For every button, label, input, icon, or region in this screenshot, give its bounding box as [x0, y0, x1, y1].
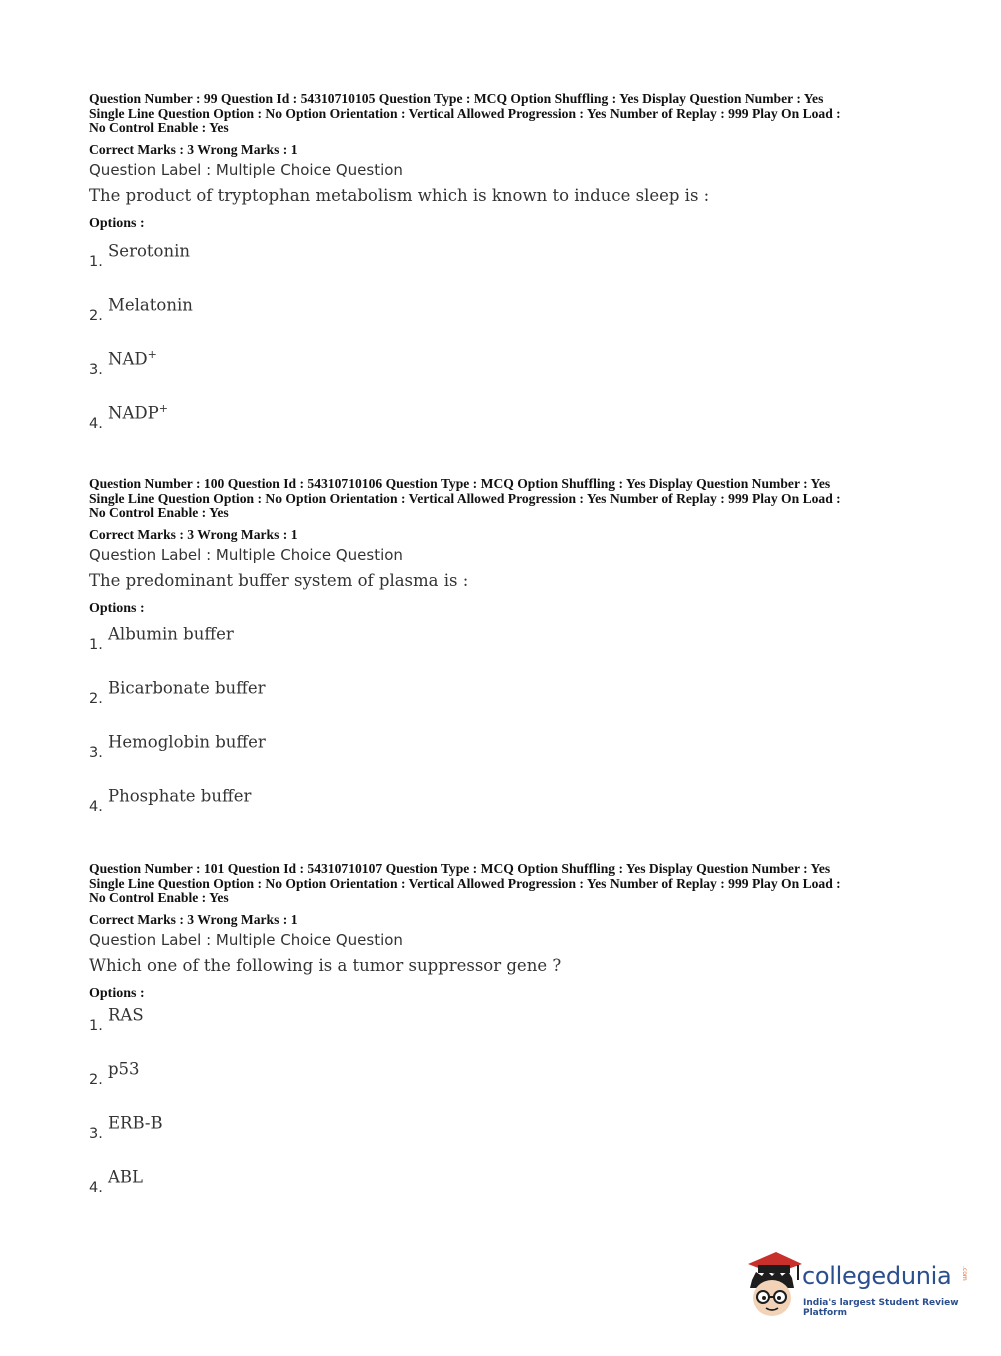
- option-number: 3.: [89, 744, 103, 761]
- option-item[interactable]: [89, 1112, 909, 1166]
- options-heading: Options :: [89, 600, 145, 616]
- logo-wordmark: collegedunia: [802, 1262, 952, 1290]
- option-item[interactable]: [89, 348, 909, 402]
- option-number: 3.: [89, 1125, 103, 1142]
- options-heading: Options :: [89, 985, 145, 1001]
- option-text: RAS: [108, 1005, 144, 1024]
- option-number: 2.: [89, 1071, 103, 1088]
- option-item[interactable]: [89, 731, 909, 785]
- question-label: Question Label : Multiple Choice Question: [89, 160, 403, 179]
- option-number: 4.: [89, 798, 103, 815]
- question-block-101: [89, 862, 909, 1220]
- question-text: Which one of the following is a tumor suppressor gene ?: [89, 955, 562, 975]
- option-number: 3.: [89, 361, 103, 378]
- question-text: The predominant buffer system of plasma is :: [89, 570, 469, 590]
- options-list: [89, 1004, 909, 1220]
- option-number: 4.: [89, 415, 103, 432]
- question-marks: Correct Marks : 3 Wrong Marks : 1: [89, 141, 298, 157]
- options-list: [89, 623, 909, 839]
- question-meta-line: No Control Enable : Yes: [89, 505, 229, 520]
- question-marks: Correct Marks : 3 Wrong Marks : 1: [89, 526, 298, 542]
- option-item[interactable]: [89, 677, 909, 731]
- option-text: ERB-B: [108, 1113, 163, 1132]
- option-item[interactable]: [89, 1166, 909, 1220]
- option-text: ABL: [108, 1167, 143, 1186]
- question-meta-line: Question Number : 101 Question Id : 54310710107 Question Type : MCQ Option Shuffling : Yes Display Question Number : Yes: [89, 861, 831, 876]
- option-item[interactable]: [89, 402, 909, 456]
- option-item[interactable]: [89, 240, 909, 294]
- options-heading: Options :: [89, 215, 145, 231]
- question-block-100: [89, 477, 909, 839]
- option-text: Hemoglobin buffer: [108, 732, 266, 751]
- option-text: Melatonin: [108, 295, 193, 314]
- option-item[interactable]: [89, 1058, 909, 1112]
- option-number: 1.: [89, 636, 103, 653]
- option-text: Serotonin: [108, 241, 190, 260]
- option-text: Bicarbonate buffer: [108, 678, 266, 697]
- question-label: Question Label : Multiple Choice Question: [89, 930, 403, 949]
- option-number: 1.: [89, 1017, 103, 1034]
- option-text: Phosphate buffer: [108, 786, 252, 805]
- option-text: Albumin buffer: [108, 624, 234, 643]
- option-text: NAD+: [108, 347, 157, 368]
- collegedunia-logo[interactable]: [742, 1248, 972, 1320]
- question-marks: Correct Marks : 3 Wrong Marks : 1: [89, 911, 298, 927]
- question-meta-line: Single Line Question Option : No Option Orientation : Vertical Allowed Progression : Yes Number of Replay : 999 Play On Load :: [89, 490, 841, 506]
- question-block-99: [89, 92, 909, 456]
- graduate-mascot-icon: [742, 1248, 804, 1320]
- question-meta-line: Single Line Question Option : No Option Orientation : Vertical Allowed Progression : Yes Number of Replay : 999 Play On Load :: [89, 875, 841, 891]
- option-text: p53: [108, 1059, 140, 1078]
- option-item[interactable]: [89, 1004, 909, 1058]
- option-number: 2.: [89, 690, 103, 707]
- option-number: 2.: [89, 307, 103, 324]
- option-number: 4.: [89, 1179, 103, 1196]
- question-meta-line: Question Number : 99 Question Id : 54310710105 Question Type : MCQ Option Shuffling : Yes Display Question Number : Yes: [89, 91, 824, 106]
- logo-tagline: India's largest Student Review Platform: [803, 1298, 959, 1318]
- option-text: NADP+: [108, 401, 168, 422]
- question-meta-line: Question Number : 100 Question Id : 54310710106 Question Type : MCQ Option Shuffling : Yes Display Question Number : Yes: [89, 476, 831, 491]
- question-meta-line: Single Line Question Option : No Option Orientation : Vertical Allowed Progression : Yes Number of Replay : 999 Play On Load :: [89, 105, 841, 121]
- question-text: The product of tryptophan metabolism which is known to induce sleep is :: [89, 185, 710, 205]
- option-number: 1.: [89, 253, 103, 270]
- option-item[interactable]: [89, 294, 909, 348]
- logo-domain-suffix: .com: [961, 1266, 968, 1281]
- option-item[interactable]: [89, 785, 909, 839]
- options-list: [89, 240, 909, 456]
- question-meta-line: No Control Enable : Yes: [89, 120, 229, 135]
- option-item[interactable]: [89, 623, 909, 677]
- question-meta-line: No Control Enable : Yes: [89, 890, 229, 905]
- question-label: Question Label : Multiple Choice Question: [89, 545, 403, 564]
